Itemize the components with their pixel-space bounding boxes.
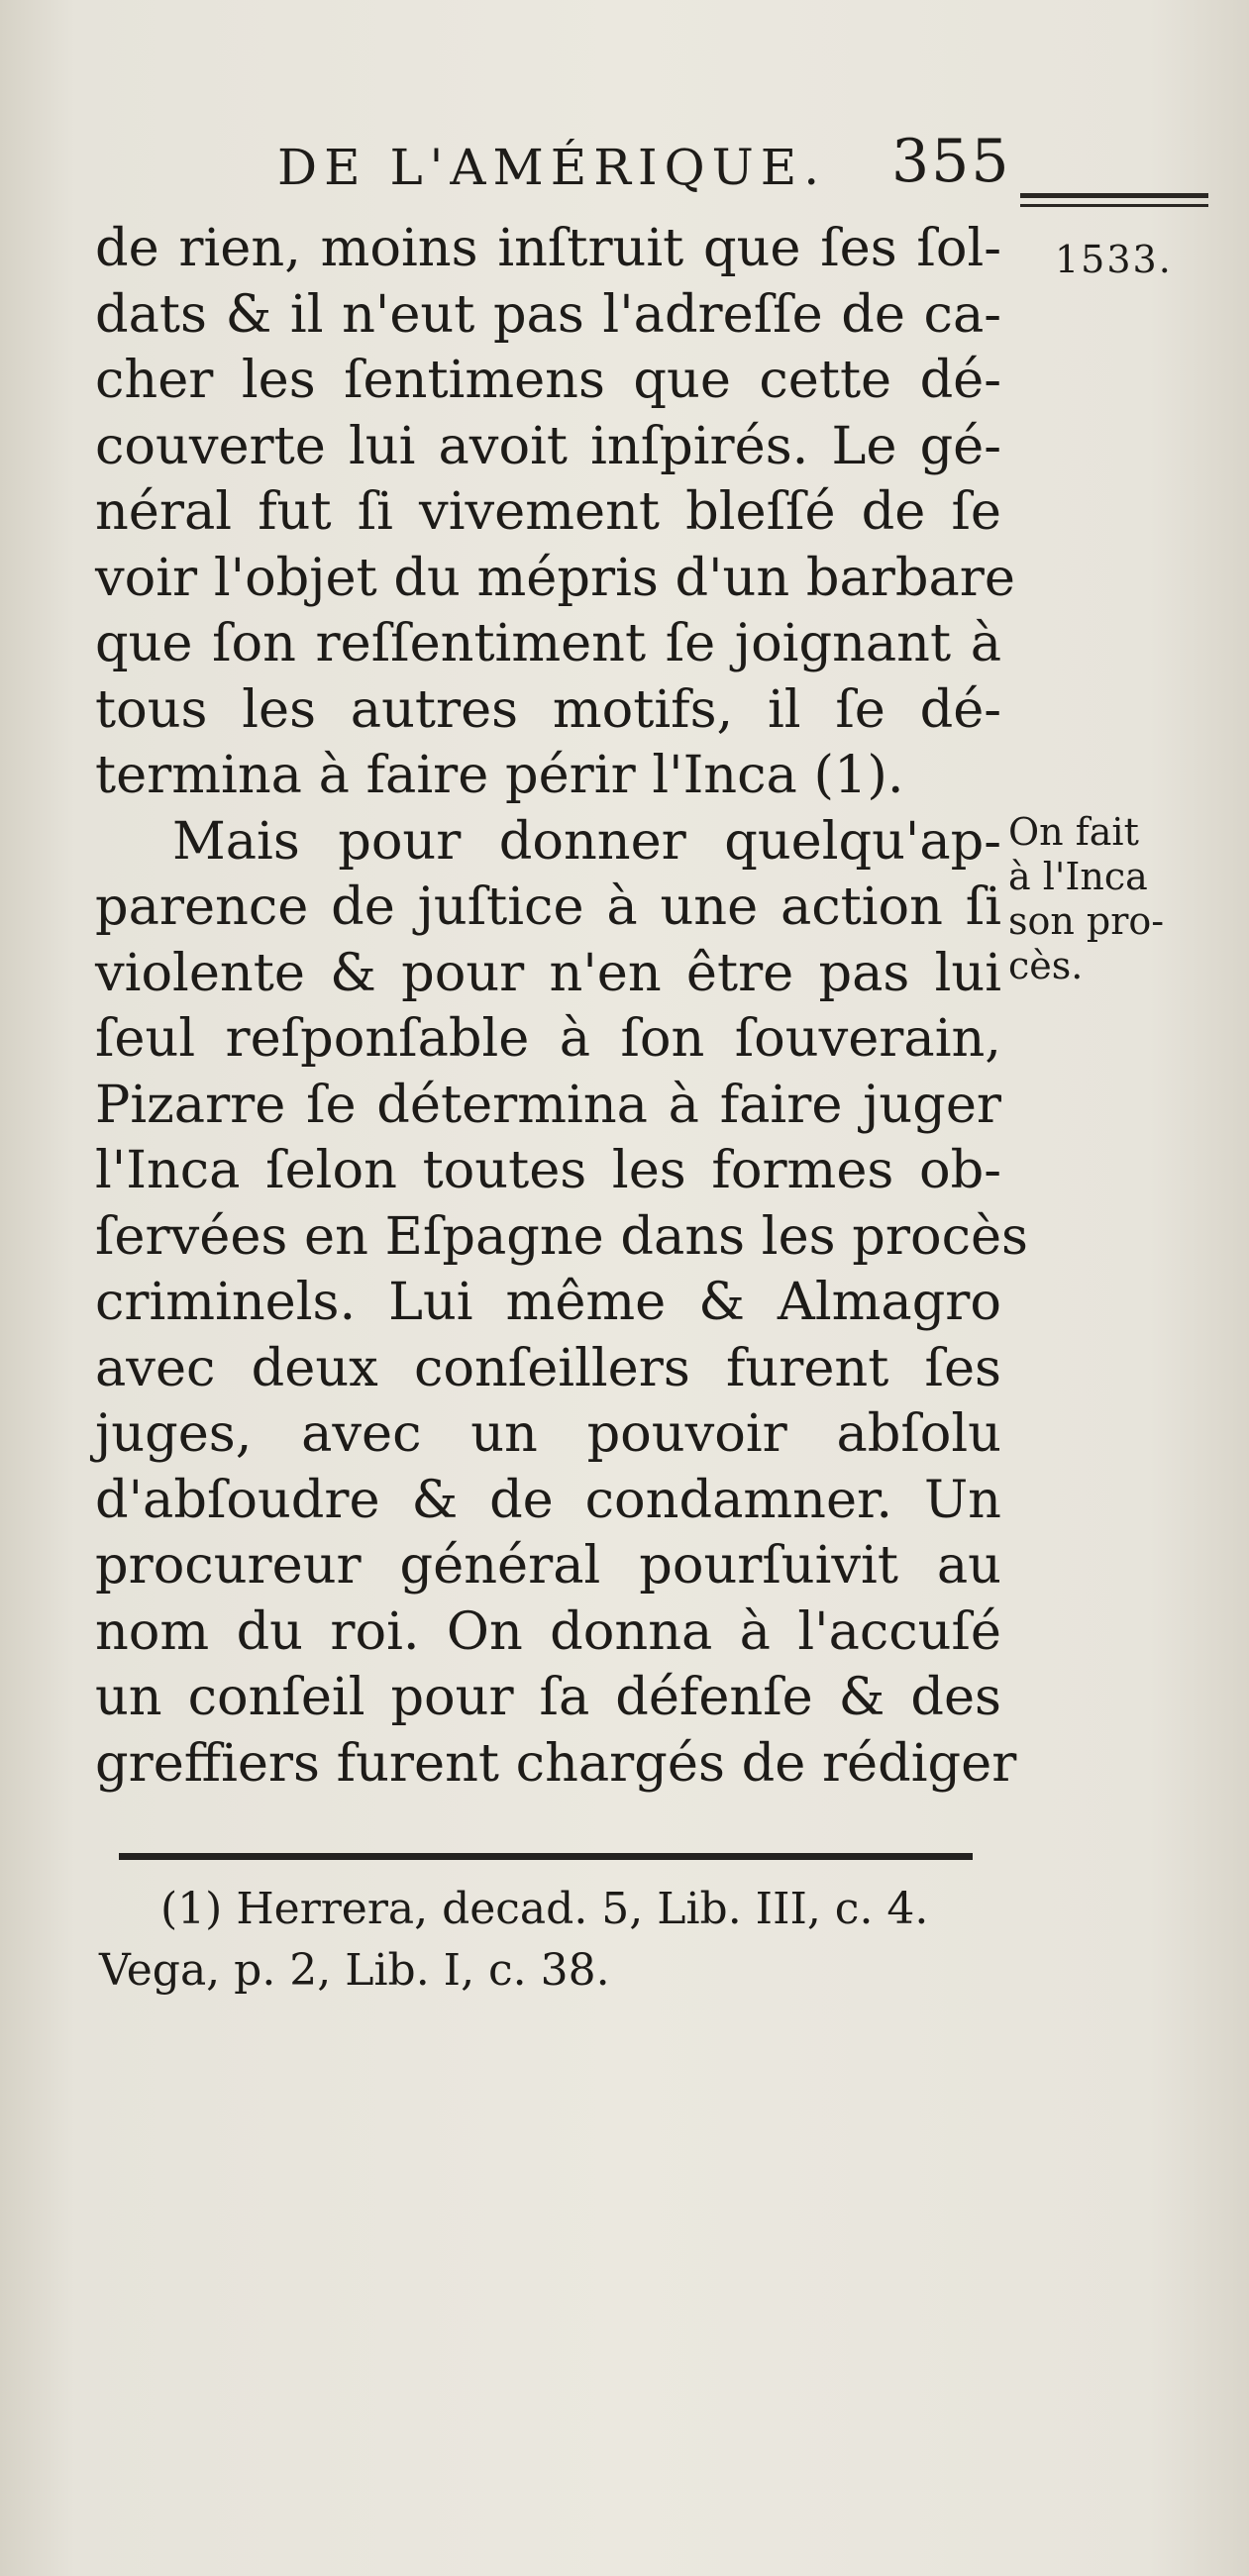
text-line: greffiers furent chargés de rédiger <box>95 1732 1017 1794</box>
text-line: criminels. Lui même & Almagro <box>95 1272 1001 1332</box>
footnote-line: (1) Herrera, decad. 5, Lib. III, c. 4. <box>160 1884 929 1934</box>
margin-note-line: cès. <box>1008 944 1084 987</box>
text-line: procureur général pourſuivit au <box>95 1535 1001 1596</box>
page-number: 355 <box>891 127 1011 196</box>
text-line: tous les autres motifs, il ſe dé- <box>95 678 1001 740</box>
margin-note-line: son pro- <box>1008 899 1165 943</box>
text-line: l'Inca ſelon toutes les formes ob- <box>95 1140 1001 1200</box>
text-line: ſeul reſponſable à ſon ſouverain, <box>95 1008 1001 1069</box>
footnote-rule <box>119 1853 973 1860</box>
running-title: DE L'AMÉRIQUE. <box>277 139 827 196</box>
margin-note-line: à l'Inca <box>1008 855 1148 898</box>
text-line: cher les ſentimens que cette dé- <box>95 350 1001 410</box>
text-line: Pizarre ſe détermina à faire juger <box>95 1074 1001 1135</box>
text-line: juges, avec un pouvoir abſolu <box>95 1403 1001 1464</box>
footnote-line: Vega, p. 2, Lib. I, c. 38. <box>99 1945 610 1996</box>
text-line: que ſon reſſentiment ſe joignant à <box>95 613 1001 673</box>
footnotes <box>99 1879 1050 2002</box>
text-line: ſervées en Eſpagne dans les procès <box>95 1205 1029 1267</box>
text-line: avec deux conſeillers furent ſes <box>95 1337 1001 1398</box>
text-line: nom du roi. On donna à l'accuſé <box>95 1600 1001 1662</box>
text-line: d'abſoudre & de condamner. Un <box>95 1469 1001 1530</box>
text-line: termina à faire périr l'Inca (1). <box>95 745 904 805</box>
text-line: dats & il n'eut pas l'adreſſe de ca- <box>95 283 1001 345</box>
text-line: un conſeil pour ſa défenſe & des <box>95 1667 1001 1727</box>
text-line: voir l'objet du mépris d'un barbare <box>95 547 1015 608</box>
text-line: néral fut ſi vivement bleſſé de ſe <box>95 481 1001 542</box>
text-line: couverte lui avoit inſpirés. Le gé- <box>95 415 1001 476</box>
margin-year: 1533. <box>1055 238 1173 281</box>
text-line: parence de juſtice à une action ſi <box>95 876 1001 937</box>
margin-note-line: On fait <box>1008 810 1139 854</box>
text-line: Mais pour donner quelqu'ap- <box>172 810 1001 872</box>
text-line: violente & pour n'en être pas lui <box>95 942 1001 1003</box>
body-text <box>95 216 1029 1797</box>
header-rule <box>1020 193 1208 207</box>
text-line: de rien, moins inſtruit que ſes ſol- <box>95 218 1001 278</box>
margin-note <box>1008 810 1231 988</box>
